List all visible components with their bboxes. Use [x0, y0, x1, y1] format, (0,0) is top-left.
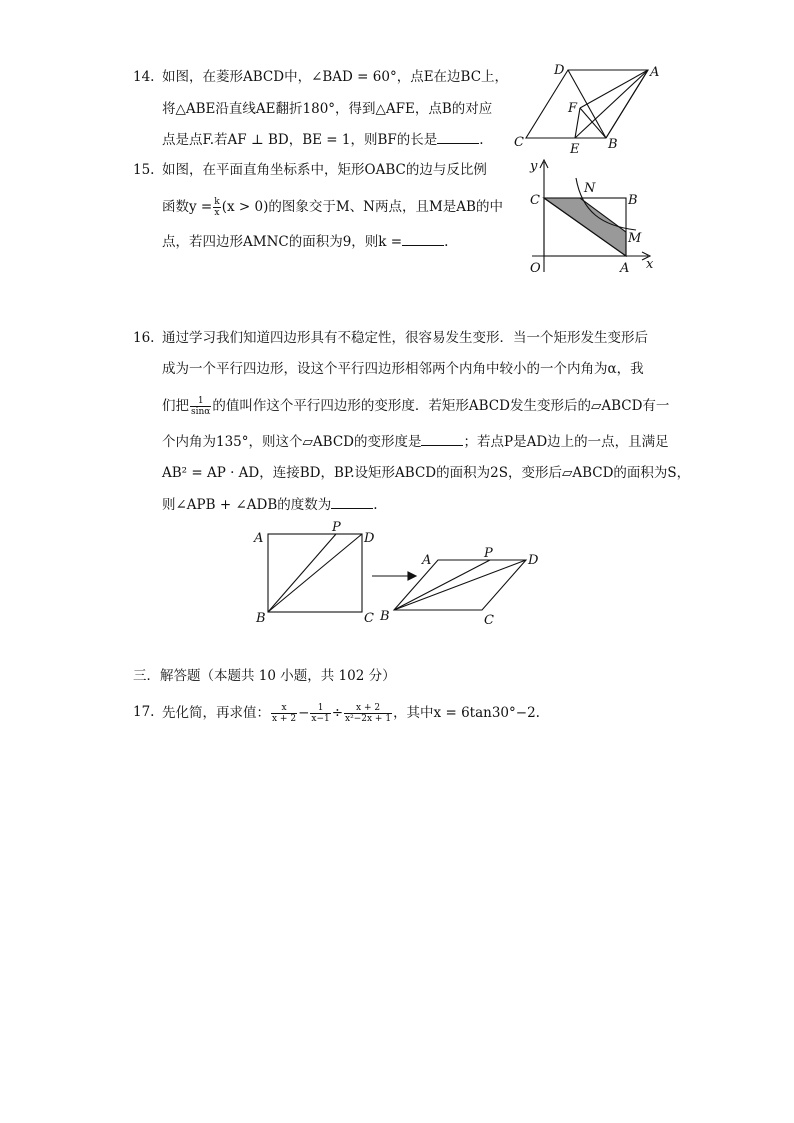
- q17-f2-den: x−1: [311, 714, 330, 724]
- label-c: C: [514, 135, 524, 150]
- q17-fraction-2: [310, 703, 330, 724]
- label-c: C: [530, 193, 540, 208]
- q15-number: 15.: [133, 162, 155, 178]
- label-a2: A: [422, 553, 432, 568]
- q17-fraction-3: [344, 703, 392, 724]
- segment-bp-2: [394, 560, 490, 610]
- label-c: C: [364, 611, 374, 626]
- q16-frac-numerator: 1: [190, 396, 211, 407]
- q16-line6-end: .: [373, 497, 378, 513]
- q16-fraction: [190, 396, 211, 417]
- q15-frac-numerator: k: [214, 197, 220, 207]
- q15-figure: [524, 152, 664, 278]
- q14-line3: [162, 131, 484, 149]
- q16-line2: 成为一个平行四边形，设这个平行四边形相邻两个内角中较小的一个内角为α，我: [162, 361, 644, 377]
- q17-f2-num: 1: [310, 703, 330, 714]
- q16-line1: 通过学习我们知道四边形具有不稳定性，很容易发生变形．当一个矩形发生变形后: [162, 330, 648, 346]
- q17-op2: ÷: [331, 705, 344, 721]
- q16-number: 16.: [133, 330, 155, 346]
- segment-bd: [268, 534, 362, 612]
- q15-line3: [162, 233, 448, 251]
- q16-figure: [250, 518, 550, 630]
- segment-bd-2: [394, 560, 526, 610]
- label-a: A: [620, 261, 630, 276]
- q16-answer-blank-1[interactable]: [421, 433, 463, 446]
- q14-answer-blank[interactable]: [437, 131, 479, 144]
- q15-line2: [162, 197, 503, 218]
- transform-arrow-head: [408, 572, 416, 580]
- q17-number: 17.: [133, 704, 155, 720]
- label-p: P: [332, 520, 341, 535]
- q15-line2-text: 函数y =: [162, 199, 213, 215]
- q14-line2: 将△ABE沿直线AE翻折180°，得到△AFE，点B的对应: [162, 101, 493, 117]
- q15-line2-rest: (x > 0)的图象交于M、N两点，且M是AB的中: [221, 199, 503, 215]
- q17-f1-num: x: [271, 703, 297, 714]
- q15-line3-end: .: [444, 234, 449, 250]
- q17-f1-den: x + 2: [272, 714, 297, 724]
- q15-line3-text: 点，若四边形AMNC的面积为9，则k =: [162, 234, 403, 250]
- q14-line1: 如图，在菱形ABCD中，∠BAD = 60°，点E在边BC上，: [162, 69, 509, 85]
- label-b2: B: [380, 609, 390, 624]
- q14-line3-end: .: [479, 132, 484, 148]
- label-a: A: [254, 531, 264, 546]
- label-n: N: [584, 181, 596, 196]
- q15-line1: 如图，在平面直角坐标系中，矩形OABC的边与反比例: [162, 162, 487, 178]
- segment-bp: [268, 534, 336, 612]
- q17-text: 先化简，再求值：: [162, 705, 270, 721]
- label-x: x: [646, 257, 654, 272]
- label-d: D: [364, 531, 375, 546]
- q17-fraction-1: [271, 703, 297, 724]
- q14-number: 14.: [133, 69, 155, 85]
- label-b: B: [628, 193, 638, 208]
- label-d: D: [554, 63, 565, 78]
- q17-op1: −: [298, 705, 310, 721]
- label-o: O: [530, 261, 541, 276]
- label-y: y: [530, 159, 538, 174]
- label-f: F: [568, 101, 578, 116]
- q17-f3-den: x²−2x + 1: [345, 714, 392, 724]
- q16-line3-text: 们把: [162, 398, 189, 414]
- label-d2: D: [528, 553, 539, 568]
- label-p2: P: [484, 546, 493, 561]
- q15-frac-denominator: x: [214, 208, 220, 218]
- q15-answer-blank[interactable]: [402, 233, 444, 246]
- q16-line3-rest: 的值叫作这个平行四边形的变形度．若矩形ABCD发生变形后的▱ABCD有一: [212, 398, 670, 414]
- q15-fraction: [213, 197, 220, 218]
- q17-f3-num: x + 2: [344, 703, 392, 714]
- q17-line: [162, 703, 540, 724]
- segment-ae: [575, 70, 648, 138]
- label-c2: C: [484, 613, 494, 628]
- q14-line3-text: 点是点F.若AF ⊥ BD，BE = 1，则BF的长是: [162, 132, 438, 148]
- label-b: B: [256, 611, 266, 626]
- q17-text-end: ，其中x = 6tan30°−2.: [393, 705, 540, 721]
- q14-figure: [508, 58, 668, 158]
- q16-line4-text: 个内角为135°，则这个▱ABCD的变形度是: [162, 434, 422, 450]
- label-e: E: [570, 142, 580, 157]
- q16-line6: [162, 496, 378, 514]
- q16-frac-denominator: sinα: [191, 407, 211, 417]
- label-m: M: [628, 231, 642, 246]
- q16-line4: [162, 433, 669, 451]
- q16-line5: AB² = AP · AD，连接BD，BP.设矩形ABCD的面积为2S，变形后▱ABCD的面积为S，: [162, 465, 691, 481]
- q16-line3: [162, 396, 669, 417]
- section3-title: 三．解答题（本题共 10 小题，共 102 分）: [133, 668, 396, 684]
- q16-line4-rest: ；若点P是AD边上的一点，且满足: [463, 434, 669, 450]
- q16-answer-blank-2[interactable]: [331, 496, 373, 509]
- label-a: A: [650, 65, 660, 80]
- label-b: B: [608, 137, 618, 152]
- q16-line6-text: 则∠APB + ∠ADB的度数为: [162, 497, 332, 513]
